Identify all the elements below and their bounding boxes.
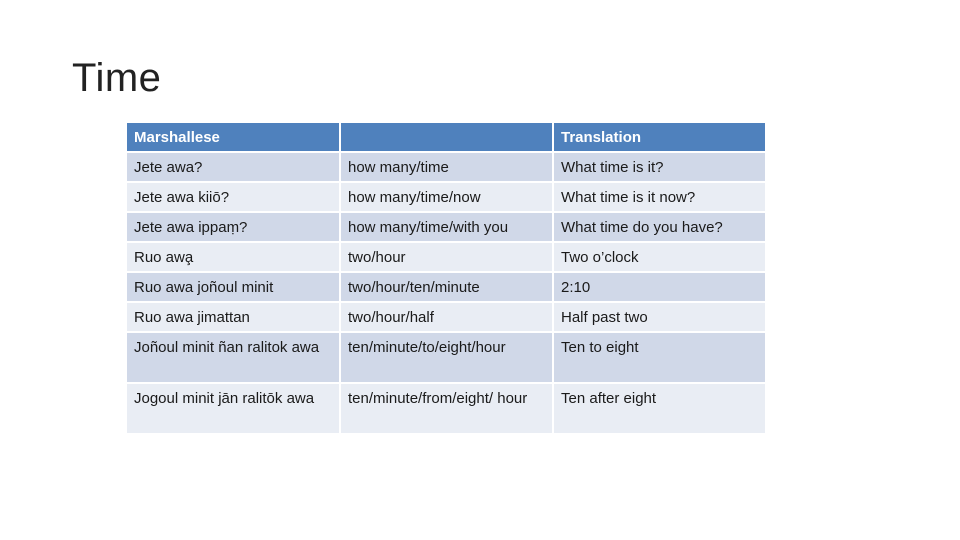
cell-translation: 2:10 xyxy=(553,272,766,302)
cell-literal: two/hour/ten/minute xyxy=(340,272,553,302)
cell-marshallese: Joñoul minit ñan ralitok awa xyxy=(126,332,340,383)
cell-translation: What time do you have? xyxy=(553,212,766,242)
cell-marshallese: Jogoul minit jān ralitōk awa xyxy=(126,383,340,434)
table-row xyxy=(126,212,766,242)
cell-literal: how many/time/with you xyxy=(340,212,553,242)
cell-marshallese: Jete awa ippaṃ? xyxy=(126,212,340,242)
cell-translation: What time is it now? xyxy=(553,182,766,212)
cell-translation: Two o’clock xyxy=(553,242,766,272)
cell-marshallese: Ruo awa jimattan xyxy=(126,302,340,332)
cell-literal: ten/minute/from/eight/ hour xyxy=(340,383,553,434)
header-translation: Translation xyxy=(553,122,766,152)
cell-translation: Ten after eight xyxy=(553,383,766,434)
table-row xyxy=(126,302,766,332)
table-row xyxy=(126,332,766,383)
table-row xyxy=(126,242,766,272)
cell-translation: Half past two xyxy=(553,302,766,332)
cell-literal: ten/minute/to/eight/hour xyxy=(340,332,553,383)
cell-literal: two/hour xyxy=(340,242,553,272)
table-row xyxy=(126,383,766,434)
table-row xyxy=(126,152,766,182)
cell-marshallese: Ruo awa̧ xyxy=(126,242,340,272)
cell-marshallese: Ruo awa joñoul minit xyxy=(126,272,340,302)
table-row xyxy=(126,272,766,302)
table-header-row xyxy=(126,122,766,152)
cell-literal: how many/time xyxy=(340,152,553,182)
vocabulary-table xyxy=(125,121,767,435)
cell-translation: What time is it? xyxy=(553,152,766,182)
cell-marshallese: Jete awa? xyxy=(126,152,340,182)
slide-title: Time xyxy=(72,56,162,100)
cell-marshallese: Jete awa kiiō? xyxy=(126,182,340,212)
table-row xyxy=(126,182,766,212)
cell-literal: two/hour/half xyxy=(340,302,553,332)
cell-literal: how many/time/now xyxy=(340,182,553,212)
header-literal xyxy=(340,122,553,152)
cell-translation: Ten to eight xyxy=(553,332,766,383)
header-marshallese: Marshallese xyxy=(126,122,340,152)
